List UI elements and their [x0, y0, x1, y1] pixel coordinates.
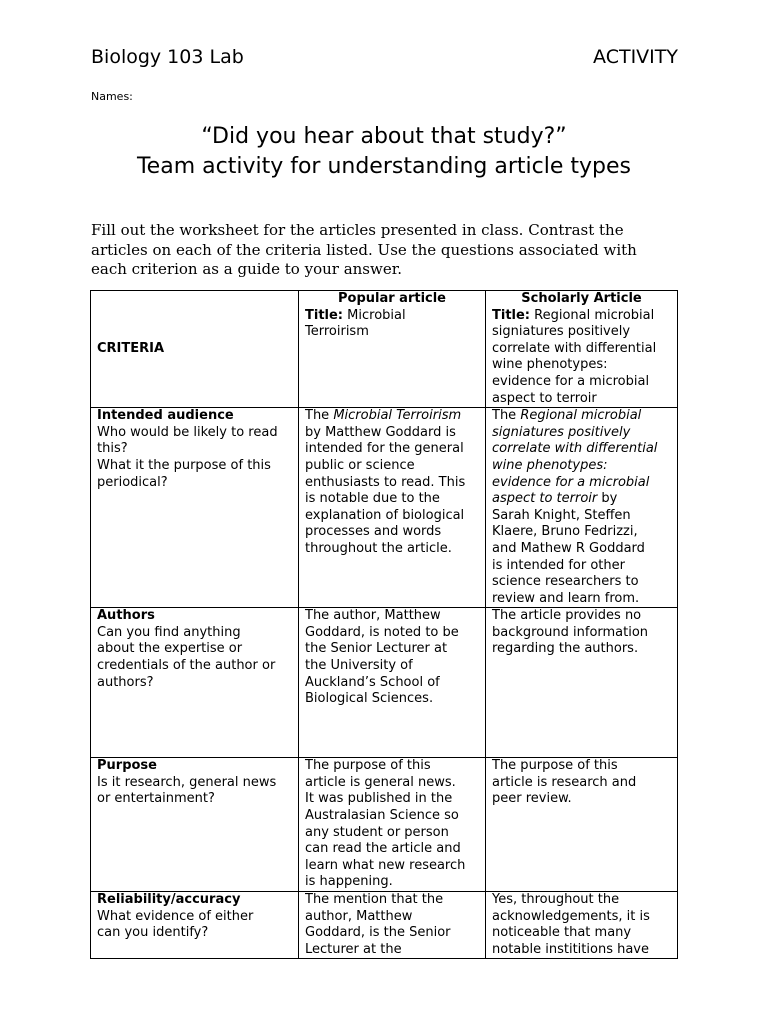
answer-line: wine phenotypes:: [492, 457, 608, 473]
answer-line: public or science: [305, 457, 415, 473]
criterion-label: Authors: [97, 608, 155, 624]
answer-line: The mention that the: [305, 892, 444, 908]
answer-line: Australasian Science so: [305, 808, 459, 824]
criterion-cell: [91, 408, 299, 608]
answer-line: The purpose of this: [492, 758, 618, 774]
answer-line: Sarah Knight, Steffen: [492, 507, 631, 523]
criterion-question: What evidence of either: [97, 908, 254, 924]
instructions-line: articles on each of the criteria listed. Use the questions associated with: [91, 240, 637, 259]
popular-article-header: Popular article: [337, 291, 447, 306]
popular-header-cell: [299, 291, 486, 408]
table-row: [91, 608, 678, 758]
table-row: [91, 892, 678, 959]
title-line-1: “Did you hear about that study?”: [201, 124, 567, 149]
scholarly-title-line: Title: Regional microbial: [492, 307, 655, 323]
criterion-label: Purpose: [97, 758, 157, 774]
answer-line: processes and words: [305, 524, 442, 540]
scholarly-title-line: wine phenotypes:: [492, 357, 608, 373]
answer-line: The Microbial Terroirism: [305, 408, 462, 424]
criterion-label: Intended audience: [97, 408, 234, 424]
instructions-line: each criterion as a guide to your answer.: [91, 260, 403, 278]
answer-line: the Senior Lecturer at: [305, 641, 448, 657]
popular-title-line: Terroirism: [305, 324, 369, 340]
popular-answer-cell: [299, 892, 486, 959]
answer-line: explanation of biological: [305, 507, 465, 523]
answer-line: is happening.: [305, 874, 393, 890]
criterion-question: authors?: [97, 674, 154, 690]
answer-line: The Regional microbial: [492, 408, 642, 424]
course-title: Biology 103 Lab: [91, 46, 244, 68]
answer-line: aspect to terroir by: [492, 491, 618, 507]
criterion-cell: [91, 758, 299, 892]
instructions: [91, 221, 691, 280]
title-line-2: Team activity for understanding article types: [136, 154, 631, 179]
answer-line: article is general news.: [305, 774, 456, 790]
answer-line: The purpose of this: [305, 758, 431, 774]
answer-line: Biological Sciences.: [305, 691, 434, 707]
answer-line: enthusiasts to read. This: [305, 474, 466, 490]
answer-line: is intended for other: [492, 557, 625, 573]
criterion-question: about the expertise or: [97, 641, 243, 657]
scholarly-article-header: Scholarly Article: [521, 291, 642, 306]
criterion-cell: [91, 608, 299, 758]
scholarly-title-line: aspect to terroir: [492, 390, 597, 406]
criterion-question: credentials of the author or: [97, 658, 276, 674]
answer-line: regarding the authors.: [492, 641, 639, 657]
table-row: [91, 758, 678, 892]
answer-line: signiatures positively: [492, 424, 631, 440]
answer-line: Goddard, is the Senior: [305, 925, 451, 941]
scholarly-title-line: signiatures positively: [492, 324, 631, 340]
answer-line: Lecturer at the: [305, 941, 402, 957]
answer-line: and Mathew R Goddard: [492, 540, 645, 556]
answer-line: intended for the general: [305, 441, 464, 457]
scholarly-title-line: correlate with differential: [492, 340, 657, 356]
answer-line: by Matthew Goddard is: [305, 424, 456, 440]
scholarly-answer-cell: [486, 758, 678, 892]
popular-title-line: Title: Microbial: [305, 307, 406, 323]
popular-answer-cell: [299, 608, 486, 758]
criterion-cell: [91, 892, 299, 959]
criterion-question: Is it research, general news: [97, 774, 277, 790]
criterion-question: What it the purpose of this: [97, 457, 271, 473]
answer-line: review and learn from.: [492, 590, 640, 606]
criterion-question: this?: [97, 441, 128, 457]
answer-line: throughout the article.: [305, 540, 452, 556]
table-header-row: [91, 291, 678, 408]
answer-line: notable instititions have: [492, 941, 649, 957]
answer-line: the University of: [305, 658, 413, 674]
answer-line: Klaere, Bruno Fedrizzi,: [492, 524, 638, 540]
scholarly-header-cell: [486, 291, 678, 408]
answer-line: Yes, throughout the: [492, 892, 620, 908]
criterion-question: periodical?: [97, 474, 168, 490]
table-row: [91, 408, 678, 608]
answer-line: background information: [492, 624, 649, 640]
answer-line: evidence for a microbial: [492, 474, 650, 490]
popular-answer-cell: [299, 408, 486, 608]
instructions-line: Fill out the worksheet for the articles presented in class. Contrast the: [91, 221, 624, 239]
criteria-header: CRITERIA: [97, 340, 165, 356]
criteria-header-cell: [91, 291, 299, 408]
answer-line: Goddard, is noted to be: [305, 624, 459, 640]
scholarly-answer-cell: [486, 892, 678, 959]
answer-line: any student or person: [305, 824, 449, 840]
answer-line: article is research and: [492, 774, 637, 790]
answer-line: The author, Matthew: [305, 608, 441, 624]
answer-line: Auckland’s School of: [305, 674, 440, 690]
answer-line: author, Matthew: [305, 908, 413, 924]
scholarly-title-line: evidence for a microbial: [492, 373, 650, 389]
criterion-question: or entertainment?: [97, 791, 215, 807]
criterion-question: Can you find anything: [97, 624, 241, 640]
answer-line: acknowledgements, it is: [492, 908, 650, 924]
answer-line: The article provides no: [492, 608, 642, 624]
answer-line: peer review.: [492, 791, 572, 807]
scholarly-answer-cell: [486, 608, 678, 758]
answer-line: is notable due to the: [305, 491, 440, 507]
answer-line: It was published in the: [305, 791, 453, 807]
answer-line: learn what new research: [305, 857, 466, 873]
criteria-table: [90, 290, 678, 959]
answer-line: correlate with differential: [492, 441, 658, 457]
answer-line: noticeable that many: [492, 925, 632, 941]
criterion-question: can you identify?: [97, 925, 209, 941]
criterion-question: Who would be likely to read: [97, 424, 278, 440]
scholarly-answer-cell: [486, 408, 678, 608]
answer-line: science researchers to: [492, 574, 639, 590]
worksheet-title: [0, 122, 768, 182]
answer-line: can read the article and: [305, 841, 461, 857]
names-label: Names:: [91, 90, 133, 103]
popular-answer-cell: [299, 758, 486, 892]
criterion-label: Reliability/accuracy: [97, 892, 241, 908]
activity-label: ACTIVITY: [593, 46, 678, 68]
